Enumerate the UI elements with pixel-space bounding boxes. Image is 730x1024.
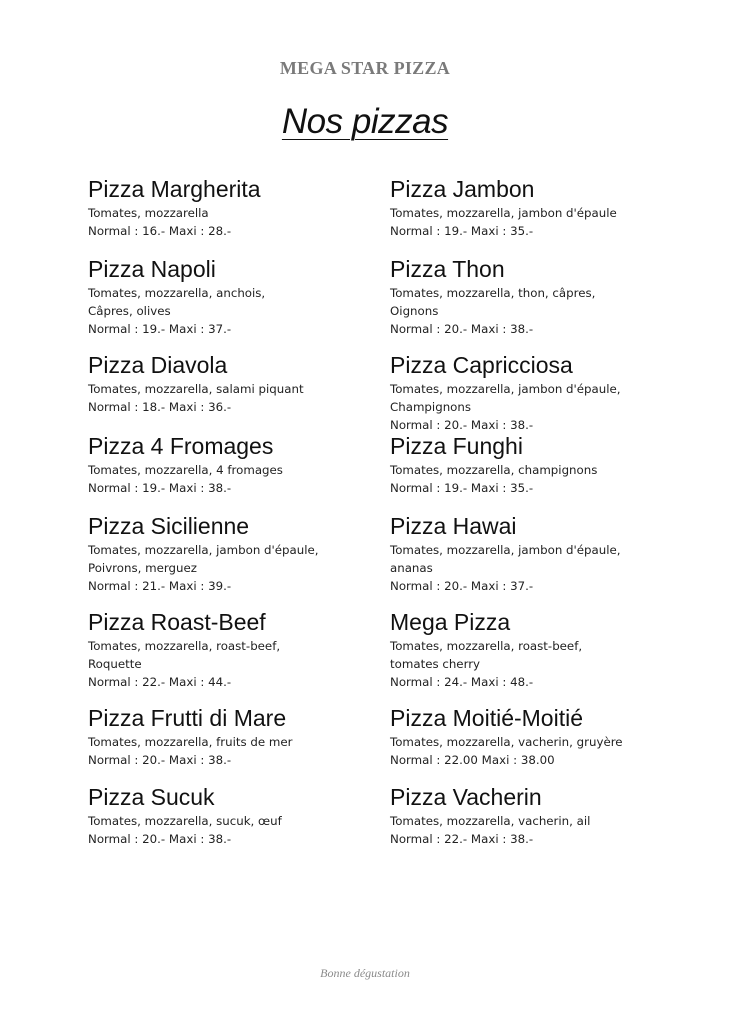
pizza-price: Normal : 21.- Maxi : 39.- [88, 579, 232, 593]
ingredient-line: Tomates, mozzarella, vacherin, ail [390, 814, 591, 828]
pizza-ingredients [390, 541, 710, 577]
pizza-ingredients [88, 541, 408, 577]
pizza-name: Pizza Margherita [88, 176, 261, 202]
ingredient-line: Tomates, mozzarella, roast-beef, [390, 639, 583, 653]
ingredient-line: Roquette [88, 657, 142, 671]
pizza-item [88, 782, 408, 848]
pizza-name: Pizza Thon [390, 256, 505, 282]
ingredient-line: Tomates, mozzarella, vacherin, gruyère [390, 735, 623, 749]
ingredient-line: Tomates, mozzarella [88, 206, 209, 220]
pizza-price: Normal : 19.- Maxi : 37.- [88, 322, 232, 336]
ingredient-line: Poivrons, merguez [88, 561, 197, 575]
pizza-price: Normal : 18.- Maxi : 36.- [88, 400, 232, 414]
pizza-ingredients [88, 204, 408, 222]
pizza-price: Normal : 22.- Maxi : 38.- [390, 832, 534, 846]
pizza-name: Pizza Hawai [390, 513, 517, 539]
ingredient-line: Tomates, mozzarella, salami piquant [88, 382, 304, 396]
pizza-name: Pizza Sucuk [88, 784, 215, 810]
pizza-price: Normal : 20.- Maxi : 38.- [390, 418, 534, 432]
pizza-price: Normal : 16.- Maxi : 28.- [88, 224, 232, 238]
ingredient-line: Tomates, mozzarella, fruits de mer [88, 735, 293, 749]
pizza-ingredients [390, 637, 710, 673]
pizza-name: Pizza Capricciosa [390, 352, 573, 378]
ingredient-line: Tomates, mozzarella, roast-beef, [88, 639, 281, 653]
pizza-name: Pizza Roast-Beef [88, 609, 266, 635]
ingredient-line: Champignons [390, 400, 472, 414]
pizza-ingredients [88, 733, 408, 751]
pizza-name: Pizza Funghi [390, 433, 523, 459]
pizza-item [390, 782, 710, 848]
pizza-price: Normal : 20.- Maxi : 38.- [390, 322, 534, 336]
pizza-name: Pizza Jambon [390, 176, 535, 202]
pizza-item [88, 607, 408, 691]
ingredient-line: Tomates, mozzarella, jambon d'épaule, [390, 382, 621, 396]
pizza-item [88, 431, 408, 497]
ingredient-line: Tomates, mozzarella, jambon d'épaule, [390, 543, 621, 557]
pizza-name: Pizza Sicilienne [88, 513, 250, 539]
pizza-price: Normal : 19.- Maxi : 38.- [88, 481, 232, 495]
pizza-name: Mega Pizza [390, 609, 511, 635]
pizza-ingredients [390, 380, 710, 416]
pizza-price: Normal : 20.- Maxi : 37.- [390, 579, 534, 593]
pizza-item [88, 254, 408, 338]
pizza-item [390, 174, 710, 240]
pizza-ingredients [390, 812, 710, 830]
pizza-ingredients [390, 204, 710, 222]
pizza-name: Pizza 4 Fromages [88, 433, 274, 459]
pizza-ingredients [88, 461, 408, 479]
pizza-item [390, 511, 710, 595]
ingredient-line: Câpres, olives [88, 304, 171, 318]
restaurant-name: MEGA STAR PIZZA [279, 58, 451, 78]
pizza-price: Normal : 24.- Maxi : 48.- [390, 675, 534, 689]
ingredient-line: Tomates, mozzarella, champignons [390, 463, 598, 477]
pizza-item [88, 174, 408, 240]
pizza-item [390, 350, 710, 434]
page-title: Nos pizzas [281, 102, 449, 141]
ingredient-line: Tomates, mozzarella, anchois, [88, 286, 266, 300]
pizza-ingredients [390, 461, 710, 479]
pizza-price: Normal : 22.00 Maxi : 38.00 [390, 753, 555, 767]
pizza-price: Normal : 19.- Maxi : 35.- [390, 224, 534, 238]
ingredient-line: Oignons [390, 304, 439, 318]
pizza-name: Pizza Napoli [88, 256, 216, 282]
ingredient-line: Tomates, mozzarella, jambon d'épaule, [88, 543, 319, 557]
ingredient-line: Tomates, mozzarella, 4 fromages [88, 463, 283, 477]
ingredient-line: Tomates, mozzarella, jambon d'épaule [390, 206, 617, 220]
ingredient-line: Tomates, mozzarella, thon, câpres, [390, 286, 596, 300]
pizza-ingredients [88, 812, 408, 830]
pizza-ingredients [88, 380, 408, 398]
pizza-name: Pizza Diavola [88, 352, 228, 378]
pizza-item [390, 431, 710, 497]
pizza-name: Pizza Vacherin [390, 784, 542, 810]
pizza-ingredients [390, 284, 710, 320]
pizza-ingredients [88, 637, 408, 673]
pizza-price: Normal : 19.- Maxi : 35.- [390, 481, 534, 495]
footer-text: Bonne dégustation [320, 966, 410, 980]
pizza-ingredients [390, 733, 710, 751]
pizza-price: Normal : 20.- Maxi : 38.- [88, 753, 232, 767]
pizza-item [390, 607, 710, 691]
pizza-price: Normal : 22.- Maxi : 44.- [88, 675, 232, 689]
pizza-item [88, 350, 408, 416]
pizza-item [390, 703, 710, 769]
pizza-name: Pizza Moitié-Moitié [390, 705, 583, 731]
pizza-item [390, 254, 710, 338]
ingredient-line: ananas [390, 561, 433, 575]
pizza-price: Normal : 20.- Maxi : 38.- [88, 832, 232, 846]
pizza-ingredients [88, 284, 408, 320]
ingredient-line: Tomates, mozzarella, sucuk, œuf [88, 814, 282, 828]
pizza-item [88, 703, 408, 769]
pizza-item [88, 511, 408, 595]
ingredient-line: tomates cherry [390, 657, 481, 671]
pizza-name: Pizza Frutti di Mare [88, 705, 287, 731]
